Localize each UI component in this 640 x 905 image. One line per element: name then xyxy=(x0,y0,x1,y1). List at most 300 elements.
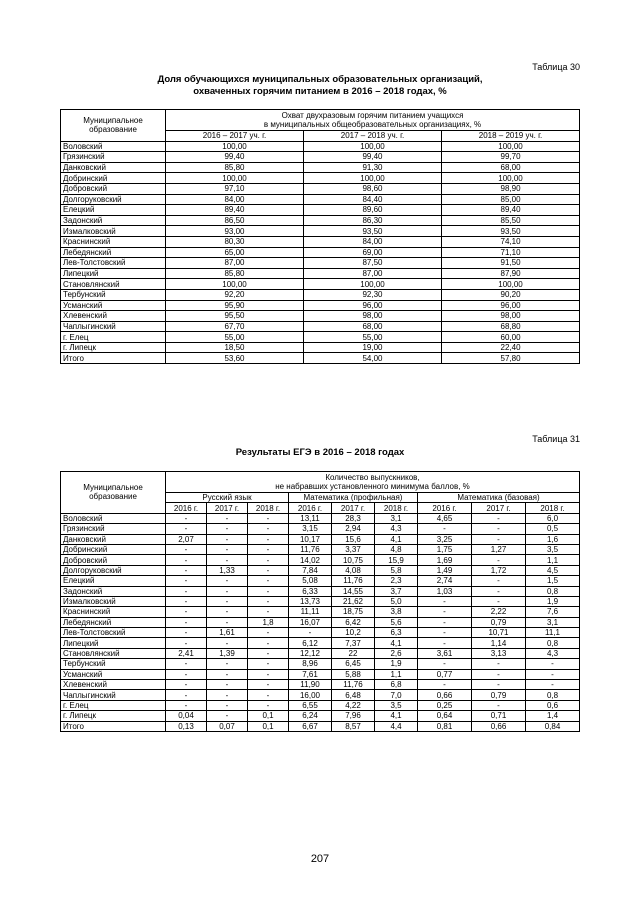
value-cell: - xyxy=(248,513,289,523)
value-cell: - xyxy=(248,534,289,544)
value-cell: - xyxy=(248,555,289,565)
value-cell: 1,8 xyxy=(248,617,289,627)
value-cell: 85,50 xyxy=(442,215,580,226)
value-cell: 2,3 xyxy=(375,576,418,586)
table-row xyxy=(61,648,580,658)
value-cell: 6,45 xyxy=(332,659,375,669)
value-cell: 5,0 xyxy=(375,596,418,606)
value-cell: 98,90 xyxy=(442,183,580,194)
table-row xyxy=(61,268,580,279)
value-cell: 100,00 xyxy=(166,279,304,290)
value-cell: 85,80 xyxy=(166,268,304,279)
municipality-cell: Лебедянский xyxy=(61,247,166,258)
value-cell: - xyxy=(207,576,248,586)
table-row xyxy=(61,555,580,565)
table-row xyxy=(61,576,580,586)
value-cell: 0,64 xyxy=(418,711,472,721)
table31-subject-math-profile: Математика (профильная) xyxy=(289,493,418,503)
value-cell: 0,8 xyxy=(526,586,580,596)
value-cell: - xyxy=(418,524,472,534)
value-cell: 18,50 xyxy=(166,342,304,353)
value-cell: - xyxy=(166,680,207,690)
table-row xyxy=(61,617,580,627)
value-cell: - xyxy=(248,659,289,669)
municipality-cell: Добринский xyxy=(61,173,166,184)
table-row xyxy=(61,279,580,290)
value-cell: 100,00 xyxy=(442,279,580,290)
value-cell: 85,80 xyxy=(166,162,304,173)
table30-year-header: 2017 – 2018 уч. г. xyxy=(304,131,442,142)
value-cell: 55,00 xyxy=(304,332,442,343)
value-cell: 0,13 xyxy=(166,721,207,731)
table-row xyxy=(61,247,580,258)
table31-year-header: 2016 г. xyxy=(418,503,472,513)
value-cell: 0,04 xyxy=(166,711,207,721)
value-cell: 6,0 xyxy=(526,513,580,523)
table30-label: Таблица 30 xyxy=(532,62,580,72)
value-cell: 1,4 xyxy=(526,711,580,721)
value-cell: 97,10 xyxy=(166,183,304,194)
value-cell: - xyxy=(166,690,207,700)
municipality-cell: г. Елец xyxy=(61,700,166,710)
value-cell: 18,75 xyxy=(332,607,375,617)
table31-body xyxy=(61,513,580,731)
value-cell: - xyxy=(207,524,248,534)
value-cell: - xyxy=(166,669,207,679)
value-cell: 1,5 xyxy=(526,576,580,586)
value-cell: 1,9 xyxy=(375,659,418,669)
value-cell: 89,60 xyxy=(304,205,442,216)
value-cell: 7,61 xyxy=(289,669,332,679)
value-cell: - xyxy=(418,617,472,627)
table-row xyxy=(61,173,580,184)
table30-title-line1: Доля обучающихся муниципальных образовательных организаций, xyxy=(157,74,483,85)
value-cell: 80,30 xyxy=(166,236,304,247)
table-row xyxy=(61,669,580,679)
value-cell: 16,00 xyxy=(289,690,332,700)
table-row xyxy=(61,524,580,534)
value-cell: - xyxy=(418,596,472,606)
value-cell: 7,6 xyxy=(526,607,580,617)
table-row xyxy=(61,544,580,554)
value-cell: 100,00 xyxy=(166,173,304,184)
table31-year-header: 2017 г. xyxy=(472,503,526,513)
value-cell: 3,61 xyxy=(418,648,472,658)
value-cell: - xyxy=(207,700,248,710)
value-cell: - xyxy=(207,586,248,596)
value-cell: 87,00 xyxy=(166,258,304,269)
value-cell: 55,00 xyxy=(166,332,304,343)
table-row xyxy=(61,162,580,173)
table30-year-header: 2016 – 2017 уч. г. xyxy=(166,131,304,142)
value-cell: 93,00 xyxy=(166,226,304,237)
value-cell: 84,00 xyxy=(304,236,442,247)
value-cell: - xyxy=(166,586,207,596)
table31 xyxy=(60,471,580,732)
table-row xyxy=(61,205,580,216)
municipality-cell: Елецкий xyxy=(61,576,166,586)
municipality-cell: Лев-Толстовский xyxy=(61,258,166,269)
value-cell: 5,88 xyxy=(332,669,375,679)
value-cell: 11,76 xyxy=(332,576,375,586)
value-cell: 7,37 xyxy=(332,638,375,648)
value-cell: 67,70 xyxy=(166,321,304,332)
value-cell: 69,00 xyxy=(304,247,442,258)
value-cell: - xyxy=(207,669,248,679)
value-cell: - xyxy=(166,607,207,617)
value-cell: 10,71 xyxy=(472,628,526,638)
value-cell: 1,1 xyxy=(526,555,580,565)
municipality-cell: Липецкий xyxy=(61,268,166,279)
value-cell: 6,48 xyxy=(332,690,375,700)
value-cell: - xyxy=(248,524,289,534)
table-row xyxy=(61,721,580,731)
table-row xyxy=(61,332,580,343)
value-cell: 6,12 xyxy=(289,638,332,648)
table-row xyxy=(61,183,580,194)
value-cell: 4,1 xyxy=(375,534,418,544)
value-cell: 99,40 xyxy=(304,152,442,163)
value-cell: 68,00 xyxy=(442,162,580,173)
value-cell: 10,2 xyxy=(332,628,375,638)
municipality-cell: Краснинский xyxy=(61,607,166,617)
municipality-cell: Чаплыгинский xyxy=(61,321,166,332)
value-cell: 1,61 xyxy=(207,628,248,638)
value-cell: 19,00 xyxy=(304,342,442,353)
table-row xyxy=(61,565,580,575)
value-cell: 15,9 xyxy=(375,555,418,565)
value-cell: 3,5 xyxy=(526,544,580,554)
value-cell: 0,6 xyxy=(526,700,580,710)
value-cell: 1,27 xyxy=(472,544,526,554)
value-cell: 3,8 xyxy=(375,607,418,617)
value-cell: 90,20 xyxy=(442,289,580,300)
value-cell: - xyxy=(207,711,248,721)
value-cell: 1,1 xyxy=(375,669,418,679)
municipality-cell: Задонский xyxy=(61,586,166,596)
municipality-cell: Воловский xyxy=(61,141,166,152)
value-cell: 99,70 xyxy=(442,152,580,163)
table31-subject-math-base: Математика (базовая) xyxy=(418,493,580,503)
table30-title xyxy=(60,74,580,98)
value-cell: 11,76 xyxy=(289,544,332,554)
value-cell: - xyxy=(526,680,580,690)
value-cell: 4,1 xyxy=(375,638,418,648)
table-row xyxy=(61,680,580,690)
municipality-cell: Долгоруковский xyxy=(61,194,166,205)
value-cell: 100,00 xyxy=(166,141,304,152)
value-cell: 100,00 xyxy=(304,141,442,152)
value-cell: 4,65 xyxy=(418,513,472,523)
value-cell: 54,00 xyxy=(304,353,442,364)
value-cell: 1,72 xyxy=(472,565,526,575)
value-cell: 95,50 xyxy=(166,311,304,322)
table30 xyxy=(60,109,580,364)
value-cell: - xyxy=(166,700,207,710)
value-cell: - xyxy=(418,628,472,638)
value-cell: 10,17 xyxy=(289,534,332,544)
municipality-cell: Добровский xyxy=(61,183,166,194)
value-cell: - xyxy=(472,576,526,586)
value-cell: - xyxy=(166,659,207,669)
value-cell: - xyxy=(166,565,207,575)
table-row xyxy=(61,226,580,237)
municipality-cell: Измалковский xyxy=(61,226,166,237)
value-cell: 98,00 xyxy=(442,311,580,322)
table30-year-header: 2018 – 2019 уч. г. xyxy=(442,131,580,142)
value-cell: - xyxy=(248,565,289,575)
value-cell: - xyxy=(166,544,207,554)
value-cell: 87,50 xyxy=(304,258,442,269)
value-cell: 1,6 xyxy=(526,534,580,544)
municipality-cell: Воловский xyxy=(61,513,166,523)
value-cell: 4,08 xyxy=(332,565,375,575)
value-cell: 3,15 xyxy=(289,524,332,534)
table31-year-header: 2018 г. xyxy=(526,503,580,513)
value-cell: - xyxy=(472,680,526,690)
table-row xyxy=(61,215,580,226)
value-cell: 0,81 xyxy=(418,721,472,731)
value-cell: 100,00 xyxy=(304,173,442,184)
value-cell: 5,8 xyxy=(375,565,418,575)
page-number: 207 xyxy=(310,853,330,865)
value-cell: 22,40 xyxy=(442,342,580,353)
municipality-cell: Данковский xyxy=(61,162,166,173)
municipality-cell: Становлянский xyxy=(61,279,166,290)
value-cell: 0,07 xyxy=(207,721,248,731)
value-cell: 71,10 xyxy=(442,247,580,258)
value-cell: - xyxy=(248,544,289,554)
value-cell: 1,9 xyxy=(526,596,580,606)
value-cell: - xyxy=(166,555,207,565)
table-row xyxy=(61,311,580,322)
value-cell: 0,25 xyxy=(418,700,472,710)
municipality-cell: Грязинский xyxy=(61,152,166,163)
municipality-cell: Хлевенский xyxy=(61,311,166,322)
value-cell: 13,11 xyxy=(289,513,332,523)
value-cell: 0,79 xyxy=(472,617,526,627)
value-cell: 0,5 xyxy=(526,524,580,534)
value-cell: 87,00 xyxy=(304,268,442,279)
value-cell: 16,07 xyxy=(289,617,332,627)
value-cell: 22 xyxy=(332,648,375,658)
table-row xyxy=(61,659,580,669)
value-cell: 8,96 xyxy=(289,659,332,669)
value-cell: 21,62 xyxy=(332,596,375,606)
value-cell: 1,75 xyxy=(418,544,472,554)
value-cell: 10,75 xyxy=(332,555,375,565)
value-cell: 6,8 xyxy=(375,680,418,690)
value-cell: - xyxy=(166,576,207,586)
value-cell: - xyxy=(166,638,207,648)
table30-group-header: Охват двухразовым горячим питанием учащихся в муниципальных общеобразовательных организациях, % xyxy=(166,110,580,131)
table31-year-header: 2018 г. xyxy=(248,503,289,513)
value-cell: 3,25 xyxy=(418,534,472,544)
value-cell: 11,11 xyxy=(289,607,332,617)
value-cell: 3,13 xyxy=(472,648,526,658)
value-cell: 68,00 xyxy=(304,321,442,332)
value-cell: - xyxy=(472,524,526,534)
value-cell: 0,84 xyxy=(526,721,580,731)
value-cell: - xyxy=(248,638,289,648)
value-cell: 6,24 xyxy=(289,711,332,721)
value-cell: 4,5 xyxy=(526,565,580,575)
value-cell: 4,22 xyxy=(332,700,375,710)
value-cell: 68,80 xyxy=(442,321,580,332)
value-cell: - xyxy=(166,596,207,606)
municipality-cell: Усманский xyxy=(61,669,166,679)
table-row xyxy=(61,353,580,364)
value-cell: 3,7 xyxy=(375,586,418,596)
table-row xyxy=(61,586,580,596)
value-cell: - xyxy=(207,534,248,544)
table31-subject-russian: Русский язык xyxy=(166,493,289,503)
table-row xyxy=(61,596,580,606)
value-cell: 13,73 xyxy=(289,596,332,606)
value-cell: 6,42 xyxy=(332,617,375,627)
value-cell: 92,20 xyxy=(166,289,304,300)
value-cell: 0,66 xyxy=(418,690,472,700)
table-row xyxy=(61,628,580,638)
value-cell: - xyxy=(418,659,472,669)
value-cell: 11,1 xyxy=(526,628,580,638)
value-cell: 0,1 xyxy=(248,721,289,731)
value-cell: - xyxy=(207,690,248,700)
value-cell: - xyxy=(166,513,207,523)
value-cell: 0,1 xyxy=(248,711,289,721)
municipality-cell: Итого xyxy=(61,721,166,731)
value-cell: 4,8 xyxy=(375,544,418,554)
municipality-cell: Усманский xyxy=(61,300,166,311)
municipality-cell: Краснинский xyxy=(61,236,166,247)
value-cell: - xyxy=(248,628,289,638)
municipality-cell: г. Липецк xyxy=(61,342,166,353)
municipality-cell: Лебедянский xyxy=(61,617,166,627)
value-cell: - xyxy=(248,586,289,596)
value-cell: 28,3 xyxy=(332,513,375,523)
value-cell: 1,69 xyxy=(418,555,472,565)
value-cell: 6,55 xyxy=(289,700,332,710)
value-cell: 89,40 xyxy=(442,205,580,216)
table-row xyxy=(61,700,580,710)
value-cell: - xyxy=(472,669,526,679)
municipality-cell: г. Липецк xyxy=(61,711,166,721)
table30-municipality-header: Муниципальное образование xyxy=(61,110,166,142)
municipality-cell: Данковский xyxy=(61,534,166,544)
value-cell: - xyxy=(526,659,580,669)
table-row xyxy=(61,289,580,300)
table31-municipality-header: Муниципальное образование xyxy=(61,472,166,514)
value-cell: 98,00 xyxy=(304,311,442,322)
value-cell: - xyxy=(207,680,248,690)
municipality-cell: Хлевенский xyxy=(61,680,166,690)
value-cell: 86,50 xyxy=(166,215,304,226)
value-cell: - xyxy=(248,596,289,606)
value-cell: 4,3 xyxy=(526,648,580,658)
municipality-cell: Задонский xyxy=(61,215,166,226)
table-row xyxy=(61,321,580,332)
table31-year-header: 2016 г. xyxy=(289,503,332,513)
table31-year-header: 2017 г. xyxy=(332,503,375,513)
table31-year-header: 2018 г. xyxy=(375,503,418,513)
value-cell: 3,1 xyxy=(526,617,580,627)
value-cell: - xyxy=(472,659,526,669)
value-cell: - xyxy=(248,669,289,679)
value-cell: 1,33 xyxy=(207,565,248,575)
value-cell: 100,00 xyxy=(442,173,580,184)
value-cell: - xyxy=(418,680,472,690)
value-cell: - xyxy=(289,628,332,638)
municipality-cell: Грязинский xyxy=(61,524,166,534)
value-cell: 3,1 xyxy=(375,513,418,523)
value-cell: 11,90 xyxy=(289,680,332,690)
table31-label: Таблица 31 xyxy=(532,434,580,444)
municipality-cell: Долгоруковский xyxy=(61,565,166,575)
value-cell: - xyxy=(248,700,289,710)
value-cell: 14,02 xyxy=(289,555,332,565)
value-cell: 0,66 xyxy=(472,721,526,731)
value-cell: 6,67 xyxy=(289,721,332,731)
value-cell: 87,90 xyxy=(442,268,580,279)
value-cell: - xyxy=(207,544,248,554)
value-cell: 0,8 xyxy=(526,638,580,648)
value-cell: 57,80 xyxy=(442,353,580,364)
value-cell: - xyxy=(166,524,207,534)
value-cell: 3,5 xyxy=(375,700,418,710)
value-cell: 86,30 xyxy=(304,215,442,226)
value-cell: 0,77 xyxy=(418,669,472,679)
value-cell: 53,60 xyxy=(166,353,304,364)
table-row xyxy=(61,141,580,152)
value-cell: - xyxy=(248,680,289,690)
value-cell: 95,90 xyxy=(166,300,304,311)
table-row xyxy=(61,194,580,205)
value-cell: 84,00 xyxy=(166,194,304,205)
value-cell: - xyxy=(248,576,289,586)
value-cell: 100,00 xyxy=(304,279,442,290)
table31-year-header: 2016 г. xyxy=(166,503,207,513)
value-cell: 65,00 xyxy=(166,247,304,258)
value-cell: 100,00 xyxy=(442,141,580,152)
value-cell: 4,3 xyxy=(375,524,418,534)
value-cell: 15,6 xyxy=(332,534,375,544)
value-cell: 93,50 xyxy=(304,226,442,237)
value-cell: - xyxy=(207,596,248,606)
value-cell: 96,00 xyxy=(304,300,442,311)
value-cell: 4,4 xyxy=(375,721,418,731)
table31-year-header: 2017 г. xyxy=(207,503,248,513)
table30-body xyxy=(61,141,580,363)
municipality-cell: Добровский xyxy=(61,555,166,565)
value-cell: 93,50 xyxy=(442,226,580,237)
value-cell: 3,37 xyxy=(332,544,375,554)
value-cell: 89,40 xyxy=(166,205,304,216)
value-cell: 84,40 xyxy=(304,194,442,205)
municipality-cell: Измалковский xyxy=(61,596,166,606)
value-cell: - xyxy=(207,659,248,669)
municipality-cell: Становлянский xyxy=(61,648,166,658)
value-cell: - xyxy=(472,700,526,710)
table-row xyxy=(61,638,580,648)
value-cell: - xyxy=(166,628,207,638)
table-row xyxy=(61,300,580,311)
value-cell: - xyxy=(207,638,248,648)
table30-title-line2: охваченных горячим питанием в 2016 – 2018 годах, % xyxy=(193,86,447,97)
value-cell: 2,74 xyxy=(418,576,472,586)
value-cell: 91,50 xyxy=(442,258,580,269)
value-cell: 74,10 xyxy=(442,236,580,247)
table-row xyxy=(61,534,580,544)
